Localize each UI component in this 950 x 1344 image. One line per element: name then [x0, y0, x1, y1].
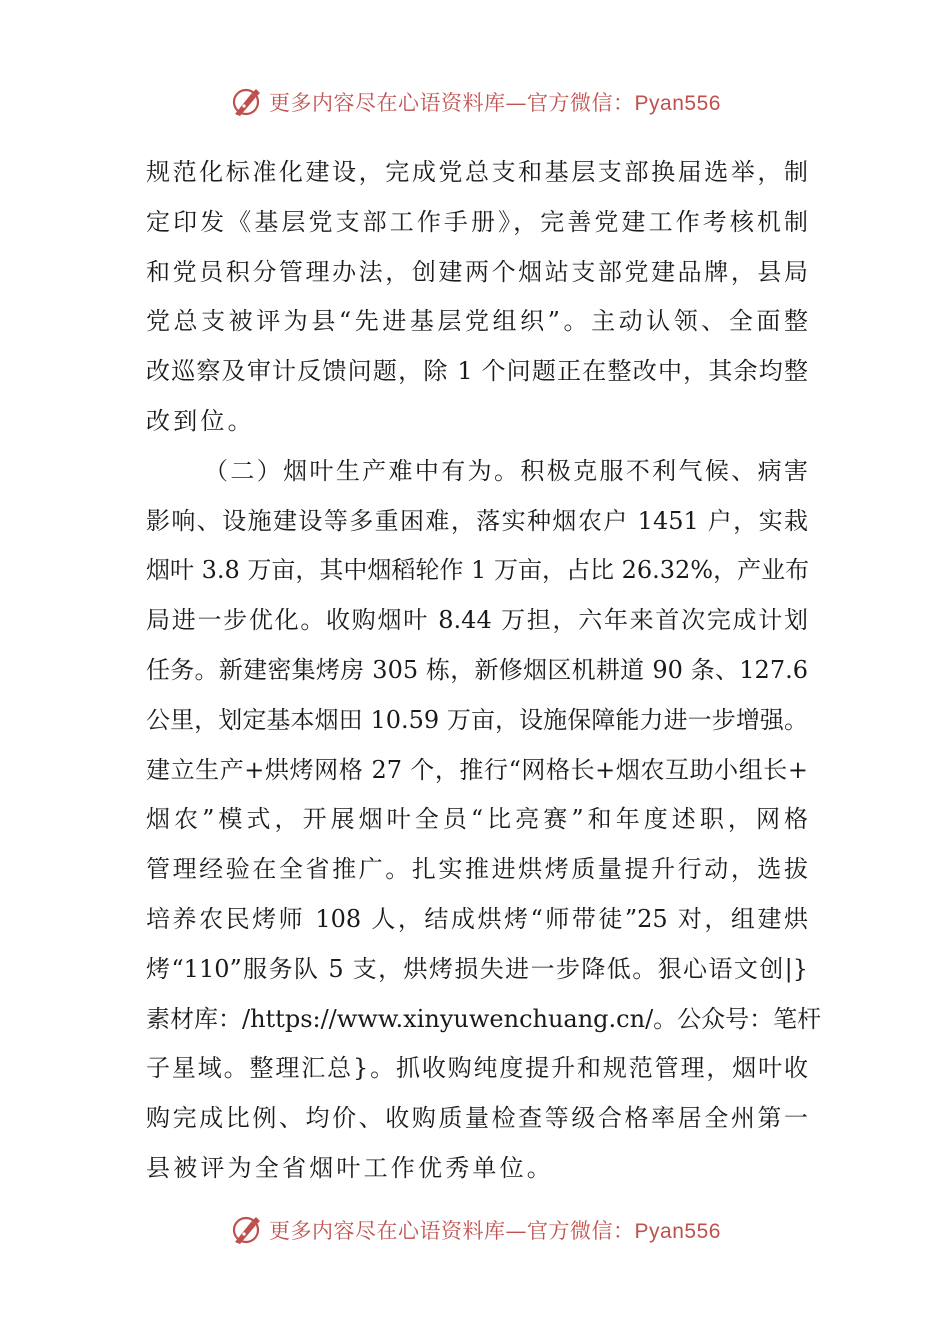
text-line: 局进一步优化。收购烟叶 8.44 万担，六年来首次完成计划 — [146, 606, 808, 635]
watermark-text: 更多内容尽在心语资料库—官方微信：Pyan556 — [269, 91, 721, 115]
paragraph — [146, 447, 822, 1194]
text-line: 管理经验在全省推广。扎实推进烘烤质量提升行动，选拔 — [146, 855, 808, 884]
text-line: （二）烟叶生产难中有为。积极克服不利气候、病害 — [204, 456, 808, 485]
text-line: 公里，划定基本烟田 10.59 万亩，设施保障能力进一步增强。 — [146, 705, 808, 734]
text-line: 党总支被评为县“先进基层党组织”。主动认领、全面整 — [146, 307, 808, 336]
text-line: 烟农”模式，开展烟叶全员“比亮赛”和年度述职，网格 — [146, 805, 808, 834]
text-line: 规范化标准化建设，完成党总支和基层支部换届选举，制 — [146, 158, 808, 186]
paragraph — [146, 148, 808, 447]
text-line: 子星域。整理汇总}。抓收购纯度提升和规范管理，烟叶收 — [146, 1054, 808, 1083]
watermark-text: 更多内容尽在心语资料库—官方微信：Pyan556 — [269, 1219, 721, 1243]
pen-nib-logo-icon — [229, 1213, 263, 1247]
text-line: 建立生产+烘烤网格 27 个，推行“网格长+烟农互助小组长+ — [146, 755, 808, 784]
text-line: 购完成比例、均价、收购质量检查等级合格率居全州第一 — [146, 1104, 808, 1133]
text-line: 烟叶 3.8 万亩，其中烟稻轮作 1 万亩，占比 26.32%，产业布 — [146, 556, 810, 585]
text-line: 培养农民烤师 108 人，结成烘烤“师带徒”25 对，组建烘 — [146, 904, 808, 933]
text-line: 县被评为全省烟叶工作优秀单位。 — [146, 1153, 554, 1182]
text-line: 烤“110”服务队 5 支，烘烤损失进一步降低。狠心语文创|} — [146, 954, 808, 983]
text-line: 影响、设施建设等多重困难，落实种烟农户 1451 户，实栽 — [146, 506, 808, 535]
footer-watermark — [0, 1210, 950, 1250]
text-line: 改到位。 — [146, 406, 255, 435]
pen-nib-logo-icon — [229, 85, 263, 119]
text-line: 和党员积分管理办法，创建两个烟站支部党建品牌，县局 — [146, 257, 808, 286]
header-watermark — [0, 82, 950, 122]
document-body — [146, 148, 822, 1194]
text-line: 任务。新建密集烤房 305 栋，新修烟区机耕道 90 条、127.6 — [146, 655, 808, 684]
text-line: 定印发《基层党支部工作手册》，完善党建工作考核机制 — [146, 207, 808, 236]
text-line: 素材库：/https://www.xinyuwenchuang.cn/。公众号：笔杆 — [146, 1004, 822, 1033]
text-line: 改巡察及审计反馈问题，除 1 个问题正在整改中，其余均整 — [146, 357, 808, 386]
